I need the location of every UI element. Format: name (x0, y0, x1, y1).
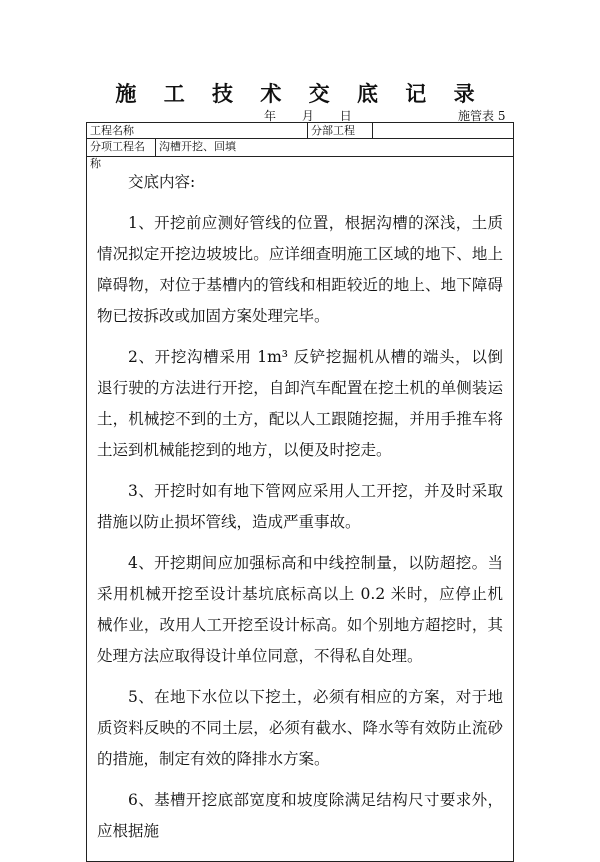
sub-project-value (372, 123, 513, 138)
content-heading: 交底内容: (128, 173, 196, 191)
sub-project-label: 分部工程 (307, 123, 372, 138)
content-paragraph-4: 4、开挖期间应加强标高和中线控制量，以防超挖。当采用机械开挖至设计基坑底标高以上 0.2 米时，应停止机械作业，改用人工开挖至设计标高。如个别地方超挖时，其处理方法应取得设计单位同意，不得私自处理。 (97, 554, 503, 665)
record-table (86, 122, 514, 862)
content-paragraph-2: 2、开挖沟槽采用 1m³ 反铲挖掘机从槽的端头，以倒退行驶的方法进行开挖，自卸汽车配置在挖土机的单侧装运土，机械挖不到的土方，配以人工跟随挖掘，并用手推车将土运到机械能挖到的地方，以便及时挖走。 (97, 348, 503, 459)
content-paragraph-1: 1、开挖前应测好管线的位置，根据沟槽的深浅，土质情况拟定开挖边坡坡比。应详细查明施工区域的地下、地上障碍物，对位于基槽内的管线和相距较近的地上、地下障碍物已按拆改或加固方案处理完毕。 (97, 214, 503, 325)
date-day-label: 日 (339, 109, 352, 123)
date-line (0, 107, 600, 123)
content-paragraph-5: 5、在地下水位以下挖土，必须有相应的方案，对于地质资料反映的不同土层，必须有截水、降水等有效防止流砂的措施，制定有效的降排水方案。 (97, 688, 503, 768)
content-paragraph-3: 3、开挖时如有地下管网应采用人工开挖，并及时采取措施以防止损坏管线，造成严重事故。 (97, 482, 503, 531)
form-number: 施管表 5 (458, 109, 506, 123)
project-name-label: 工程名称 (90, 124, 134, 137)
date-year-label: 年 (264, 109, 277, 123)
content-paragraph-6: 6、基槽开挖底部宽度和坡度除满足结构尺寸要求外，应根据施 (97, 791, 503, 840)
disclosure-content (87, 157, 513, 847)
item-name-label: 分项工程名称 (90, 140, 145, 170)
item-name-value: 沟槽开挖、回填 (155, 138, 513, 156)
table-row-item (87, 138, 513, 170)
document-title: 施 工 技 术 交 底 记 录 (115, 81, 485, 106)
table-row-project (87, 123, 513, 139)
date-month-label: 月 (301, 109, 314, 123)
